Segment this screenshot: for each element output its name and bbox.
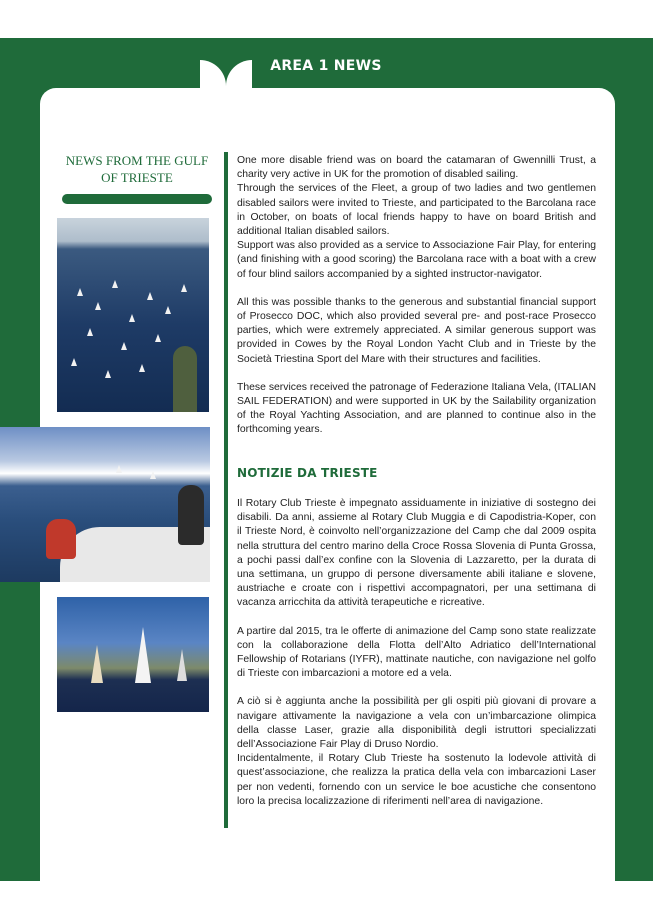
sailboat-sail [135, 627, 151, 683]
sailor-figure [46, 519, 76, 559]
article-paragraph: Incidentalmente, il Rotary Club Trieste ha sostenuto la lodevole attività di quest’associazione, che realizza la pratica della vela con imbarcazioni Laser per non vedenti, fornendo con un service le boe acustiche che consentono loro la precisa localizzazione di riferimenti nell’area di navigazione. [237, 753, 596, 807]
sidebar-heading: NEWS FROM THE GULF OF TRIESTE [65, 153, 209, 185]
article-paragraph: A ciò si è aggiunta anche la possibilità per gli ospiti più giovani di provare a navigare attivamente la navigazione a vela con un’imbarcazione olimpica della classe Laser, grazie alla disponibilità degli istruttori specializzati dell’Associazione Fair Play di Druso Nordio. [237, 696, 596, 751]
italian-article [237, 497, 596, 809]
sailboat-sail [177, 649, 187, 681]
regatta-aerial-photo [57, 218, 209, 412]
issue-footer [40, 850, 233, 867]
issue-number-sign: O [191, 850, 199, 860]
article-paragraph: These services received the patronage of Federazione Italiana Vela, (ITALIAN SAIL FEDERATION) and were supported in UK by the Sailability organization of the Royal Yachting Association, and are planned to continue also in the forthcoming years. [237, 381, 596, 436]
section-heading: NOTIZIE DA TRIESTE [237, 466, 378, 480]
statue-silhouette [173, 346, 197, 412]
article-paragraph: Il Rotary Club Trieste è impegnato assiduamente in iniziative di sostegno dei disabili. Da anni, assieme al Rotary Club Muggia e di Capodistria-Koper, con il Trieste Nord, è coinvolto nell’organizzazione del Camp che dal 2009 ospita nella struttura del centro marino della Croce Rossa Slovenia di Punta Grossa, a pochi passi dall’ex confine con la Slovenia di Lazzaretto, per la durata di una settimana, un gruppo di persone diversamente abili italiane e slovene, austriache e croate con i rispettivi accompagnatori, per una settimana di vacanza arricchita da attività terapeutiche e ricreative. [237, 498, 596, 609]
issue-date: December 2017 - N [40, 850, 192, 867]
english-article [237, 154, 596, 438]
article-paragraph: One more disable friend was on board the catamaran of Gwennilli Trust, a charity very active in UK for the promotion of disabled sailing. [237, 155, 596, 181]
issue-number: 108 [198, 850, 233, 867]
article-paragraph: Through the services of the Fleet, a group of two ladies and two gentlemen disabled sailors were invited to Trieste, and participated to the Barcolana race in October, on boats of local friends happy to have on board British and additional Italian disabled sailors. [237, 183, 596, 238]
sailors-on-boat-photo [0, 427, 210, 582]
sailboat-sail [91, 645, 103, 683]
column-divider [224, 152, 228, 828]
article-paragraph: All this was possible thanks to the generous and substantial financial support of Prosecco DOC, which also provided several pre- and post-race Prosecco parties, which were extremely appreciated. A similar generous support was provided in Cowes by the Royal London Yacht Club and in Trieste by the Società Triestina Sport del Mare with their structures and facilities. [237, 296, 596, 365]
page-title: AREA 1 NEWS [270, 58, 382, 74]
article-paragraph: A partire dal 2015, tra le offerte di animazione del Camp sono state realizzate con la collaborazione della Flotta dell’Alto Adriatico dell’International Fellowship of Rotarians (IYFR), mattinate nautiche, con navigazione nel golfo di Trieste con imbarcazioni a motore ed a vela. [237, 625, 596, 680]
article-paragraph: Support was also provided as a service to Associazione Fair Play, for entering (and finishing with a good scoring) the Barcolana race with a boat with a crew of four blind sailors accompanied by a sighted instructor-navigator. [237, 240, 596, 280]
sailboats-coast-photo [57, 597, 209, 712]
sidebar-divider [62, 194, 212, 204]
sailor-figure [178, 485, 204, 545]
